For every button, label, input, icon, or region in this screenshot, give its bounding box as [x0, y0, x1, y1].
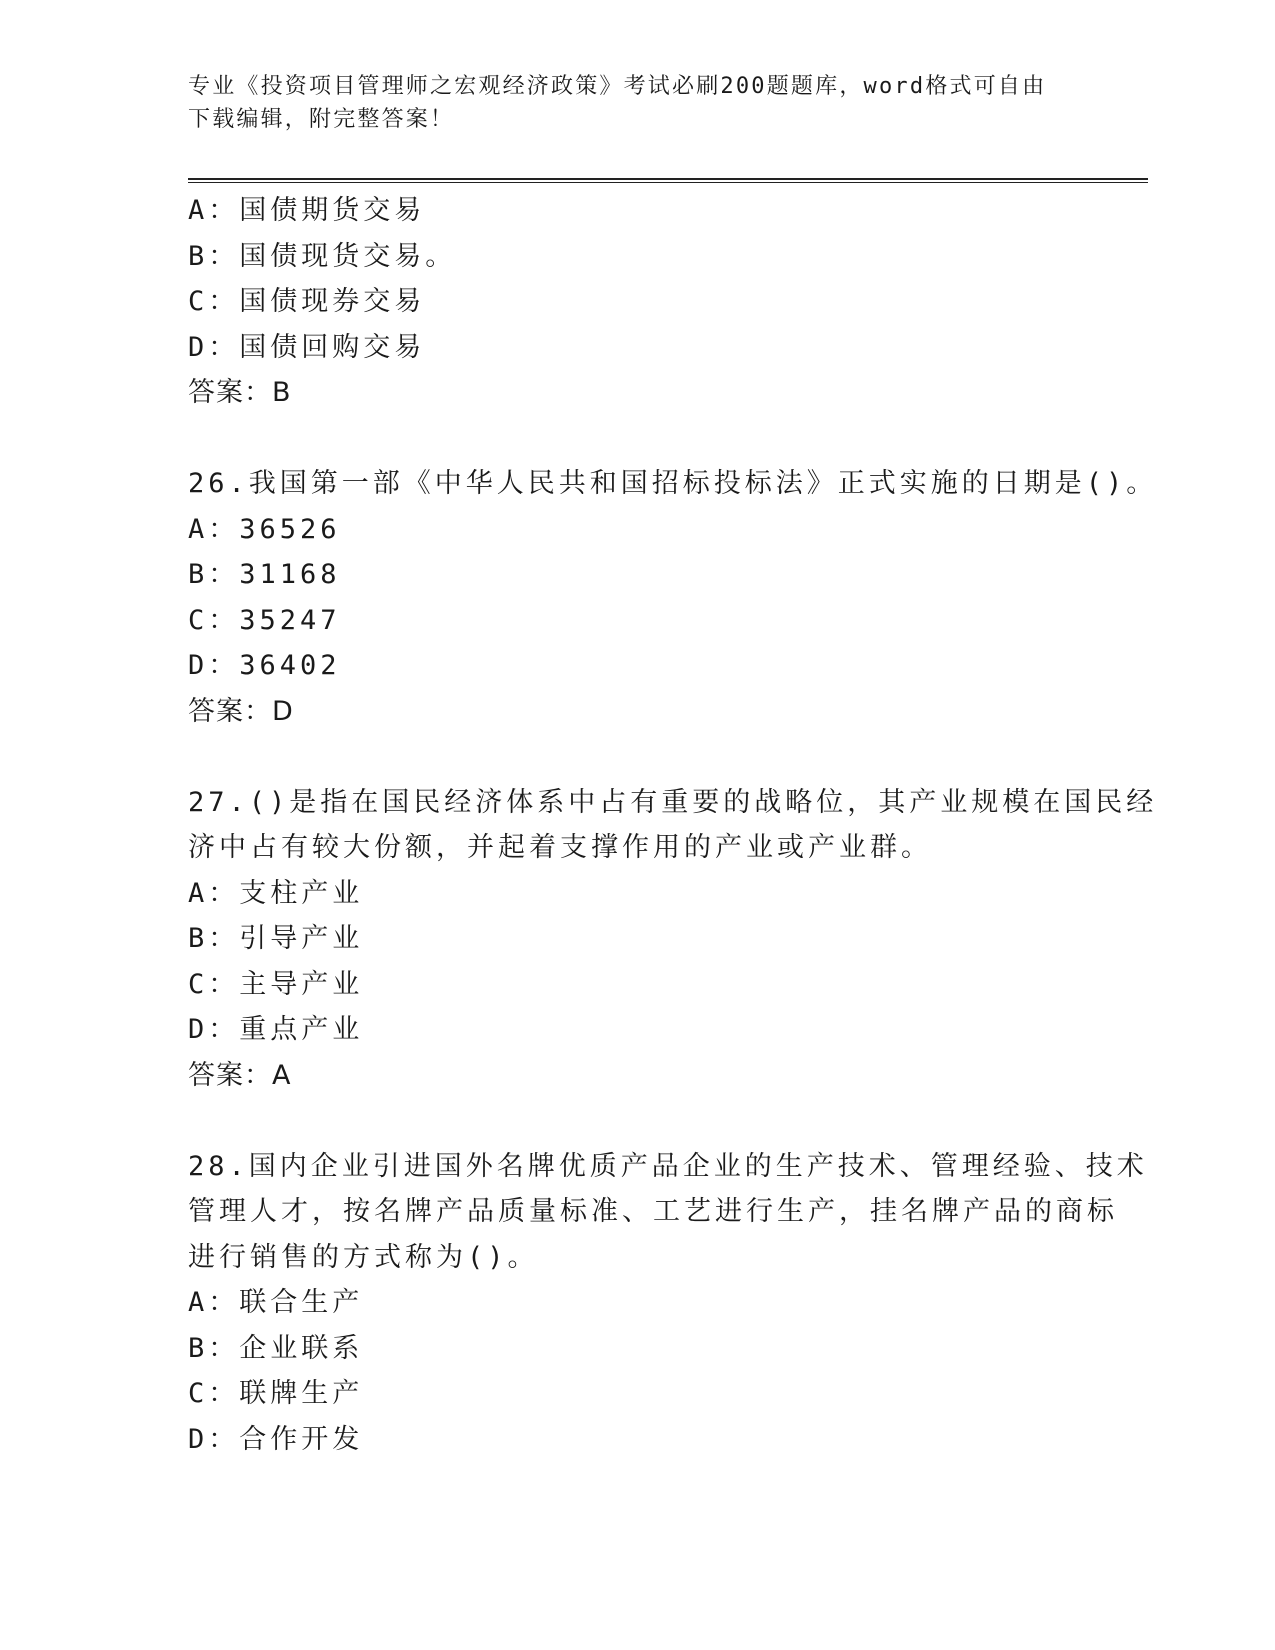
question-stem: 进行销售的方式称为()。: [188, 1241, 539, 1273]
option-d: D：36402: [188, 650, 341, 681]
question-stem: 管理人才，按名牌产品质量标准、工艺进行生产，挂名牌产品的商标: [188, 1196, 1118, 1227]
answer: 答案：B: [188, 377, 292, 408]
spacer: [188, 734, 1148, 780]
option-c: C：主导产业: [188, 968, 364, 1000]
option-d: D：重点产业: [188, 1014, 364, 1045]
option-b: B：31168: [188, 559, 341, 590]
option-b: B：国债现货交易。: [188, 240, 457, 272]
option-c: C：联牌生产: [188, 1378, 364, 1409]
question-list: [188, 188, 1158, 1462]
option-b: B：引导产业: [188, 923, 364, 954]
question-26: [188, 461, 1158, 734]
option-a: A：支柱产业: [188, 877, 364, 909]
option-c: C：国债现券交易: [188, 286, 426, 317]
answer: 答案：D: [188, 695, 294, 727]
document-header: [188, 70, 1068, 136]
spacer: [188, 1098, 1148, 1144]
option-a: A：联合生产: [188, 1287, 364, 1318]
question-stem: 26.我国第一部《中华人民共和国招标投标法》正式实施的日期是()。: [188, 468, 1158, 499]
header-line-1: 专业《投资项目管理师之宏观经济政策》考试必刷200题题库，word格式可自由: [188, 74, 1047, 99]
question-stem: 27.()是指在国民经济体系中占有重要的战略位，其产业规模在国民经: [188, 786, 1158, 818]
option-d: D：国债回购交易: [188, 331, 426, 363]
spacer: [188, 416, 1148, 462]
option-a: A：36526: [188, 513, 341, 545]
option-d: D：合作开发: [188, 1423, 364, 1455]
header-line-2: 下载编辑，附完整答案！: [188, 107, 455, 132]
question-stem: 济中占有较大份额，并起着支撑作用的产业或产业群。: [188, 832, 932, 863]
question-27: [188, 780, 1158, 1099]
header-rule: [188, 178, 1148, 183]
question-25: [188, 188, 1148, 416]
question-stem: 28.国内企业引进国外名牌优质产品企业的生产技术、管理经验、技术: [188, 1150, 1148, 1182]
option-c: C：35247: [188, 604, 341, 636]
answer: 答案：A: [188, 1059, 292, 1091]
option-b: B：企业联系: [188, 1332, 364, 1364]
option-a: A：国债期货交易: [188, 195, 426, 226]
question-28: [188, 1144, 1148, 1463]
